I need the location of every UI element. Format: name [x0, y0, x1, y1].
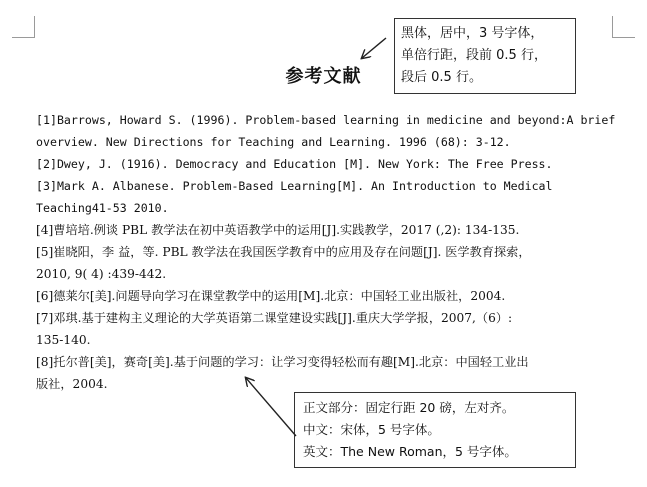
reference-line: Teaching41-53 2010. [36, 201, 169, 215]
reference-line: 版社，2004. [36, 377, 108, 391]
reference-line: [8]托尔普[美]，赛奇[美].基于问题的学习：让学习变得轻松而有趣[M].北京：中国轻工业出 [36, 355, 529, 369]
body-callout-arrow [246, 378, 296, 436]
reference-line: [3]Mark A. Albanese. Problem-Based Learning[M]. An Introduction to Medical [36, 179, 553, 193]
callout-line: 单倍行距，段前 0.5 行， [401, 48, 547, 63]
reference-line: [7]邓琪.基于建构主义理论的大学英语第二课堂建设实践[J].重庆大学学报，2007,（6）: [36, 311, 513, 325]
reference-line: 2010, 9( 4) :439-442. [36, 267, 167, 281]
reference-line: [1]Barrows, Howard S. (1996). Problem-based learning in medicine and beyond:A brief [36, 113, 616, 127]
callout-line: 黑体，居中，3 号字体， [401, 26, 544, 41]
reference-line: [2]Dwey, J. (1916). Democracy and Education [M]. New York: The Free Press. [36, 157, 553, 171]
callout-line: 中文：宋体，5 号字体。 [303, 422, 440, 437]
heading-callout-arrow [362, 38, 386, 58]
callout-line: 段后 0.5 行。 [401, 70, 482, 85]
reference-line: 135-140. [36, 333, 91, 347]
reference-line: [4]曹培培.例谈 PBL 教学法在初中英语教学中的运用[J].实践教学，2017 (,2): 134-135. [36, 223, 520, 237]
reference-line: [5]崔晓阳，李 益，等. PBL 教学法在我国医学教育中的应用及存在问题[J]. 医学教育探索， [36, 245, 531, 259]
reference-line: overview. New Directions for Teaching and Learning. 1996 (68): 3-12. [36, 135, 511, 149]
reference-line: [6]德莱尔[美].问题导向学习在课堂教学中的运用[M].北京：中国轻工业出版社，2004. [36, 289, 506, 303]
callout-line: 英文：The New Roman，5 号字体。 [303, 444, 517, 459]
callout-line: 正文部分：固定行距 20 磅，左对齐。 [303, 400, 515, 415]
page-title: 参考文献 [285, 66, 362, 87]
